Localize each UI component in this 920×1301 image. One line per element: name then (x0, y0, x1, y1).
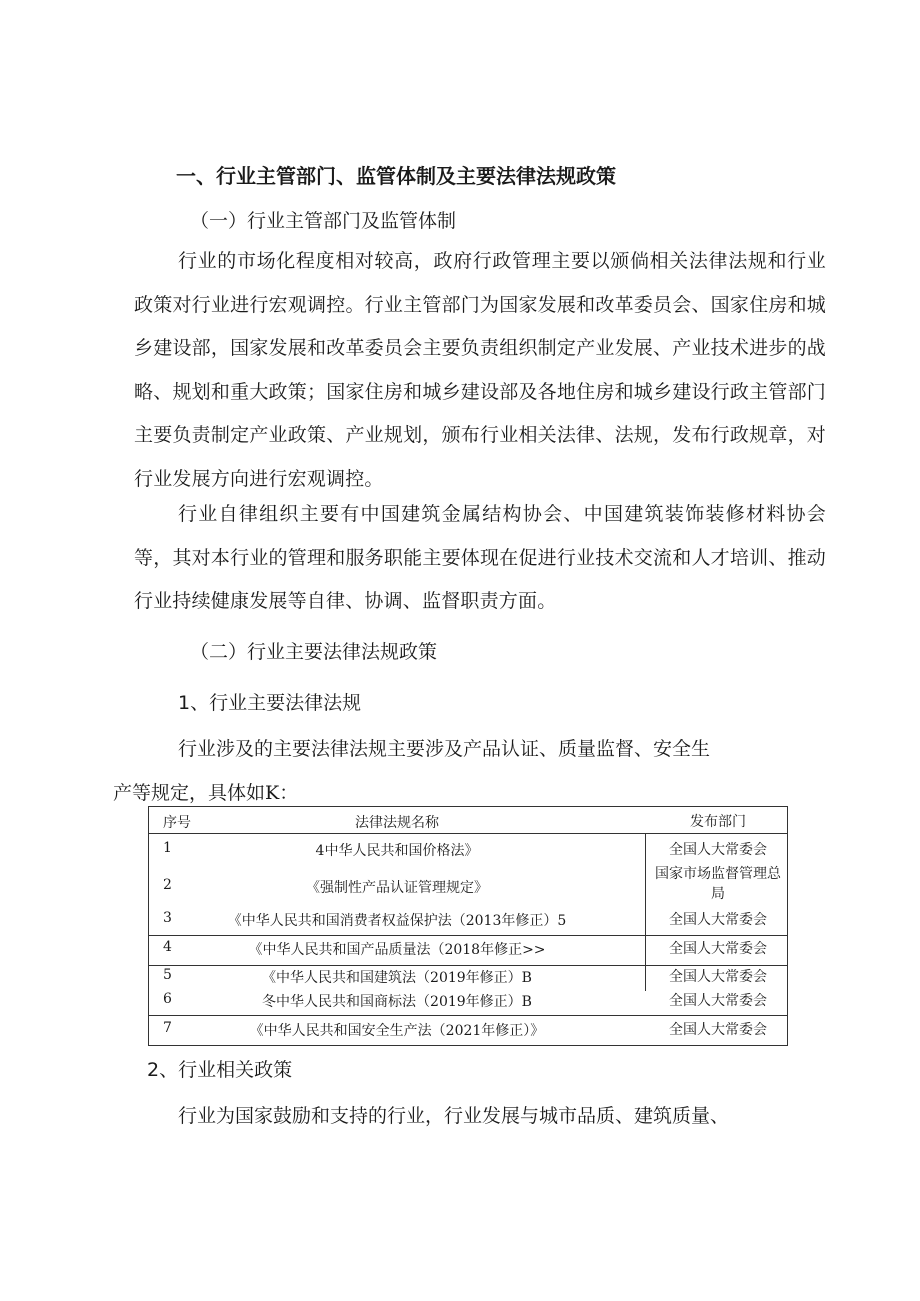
row-dept: 全国人大常委会 (669, 1022, 767, 1038)
row-dept: 国家市场监督管理总局 (655, 866, 781, 902)
row-dept: 全国人大常委会 (669, 993, 767, 1009)
row-no: 1 (163, 840, 172, 856)
row-name: 《强制性产品认证管理规定》 (306, 880, 488, 896)
subsection-1-text-line-1: 行业涉及的主要法律法规主要涉及产品认证、质量监督、安全生 (178, 738, 711, 760)
row-no: 6 (163, 991, 172, 1007)
row-name: 冬中华人民共和国商标法（2019年修正）B (262, 994, 532, 1010)
header-dept: 发布部门 (690, 814, 746, 830)
row-name: 《中华人民共和国产品质量法（2018年修正>> (248, 942, 546, 958)
subsection-1-title: 1、行业主要法律法规 (178, 692, 362, 714)
table-divider (149, 833, 787, 834)
row-dept: 全国人大常委会 (669, 941, 767, 957)
row-name: 《中华人民共和国建筑法（2019年修正）B (262, 970, 532, 986)
row-name: 4中华人民共和国价格法》 (315, 843, 479, 859)
section-1-title: （一）行业主管部门及监管体制 (190, 210, 457, 232)
section-1-paragraph-1: 行业的市场化程度相对较高，政府行政管理主要以颁倘相关法律法规和行业政策对行业进行宏观调控。行业主管部门为国家发展和改革委员会、国家住房和城乡建设部，国家发展和改革委员会主要负责组织制定产业发展、产业技术进步的战略、规划和重大政策；国家住房和城乡建设部及各地住房和城乡建设行政主管部门主要负责制定产业政策、产业规划，颁布行业相关法律、法规，发布行政规章，对行业发展方向进行宏观调控。 (134, 250, 826, 490)
subsection-2-text-line-1: 行业为国家鼓励和支持的行业，行业发展与城市品质、建筑质量、 (178, 1105, 730, 1127)
table-divider (149, 935, 787, 936)
row-dept: 全国人大常委会 (669, 842, 767, 858)
row-no: 7 (163, 1020, 172, 1036)
header-name: 法律法规名称 (355, 815, 439, 831)
document-heading: 一、行业主管部门、监管体制及主要法律法规政策 (176, 164, 616, 188)
row-no: 2 (163, 877, 172, 893)
laws-table (148, 806, 788, 1046)
row-no: 5 (163, 967, 172, 983)
section-2-title: （二）行业主要法律法规政策 (190, 641, 438, 663)
subsection-2-title: 2、行业相关政策 (147, 1059, 293, 1081)
table-divider (149, 965, 787, 966)
row-no: 3 (163, 910, 172, 926)
table-column-divider (645, 935, 646, 991)
header-no: 序号 (163, 815, 191, 831)
table-column-divider (645, 833, 646, 935)
row-dept: 全国人大常委会 (669, 969, 767, 985)
table-divider (149, 1015, 787, 1016)
section-1-paragraph-2: 行业自律组织主要有中国建筑金属结构协会、中国建筑装饰装修材料协会等，其对本行业的管理和服务职能主要体现在促进行业技术交流和人才培训、推动行业持续健康发展等自律、协调、监督职责方面。 (134, 503, 826, 612)
row-name: 《中华人民共和国消费者权益保护法（2013年修正）5 (227, 913, 567, 929)
row-name: 《中华人民共和国安全生产法（2021年修正）》 (249, 1023, 545, 1039)
row-no: 4 (163, 939, 172, 955)
subsection-1-text-line-2: 产等规定，具体如K： (113, 782, 299, 804)
row-dept: 全国人大常委会 (669, 912, 767, 928)
